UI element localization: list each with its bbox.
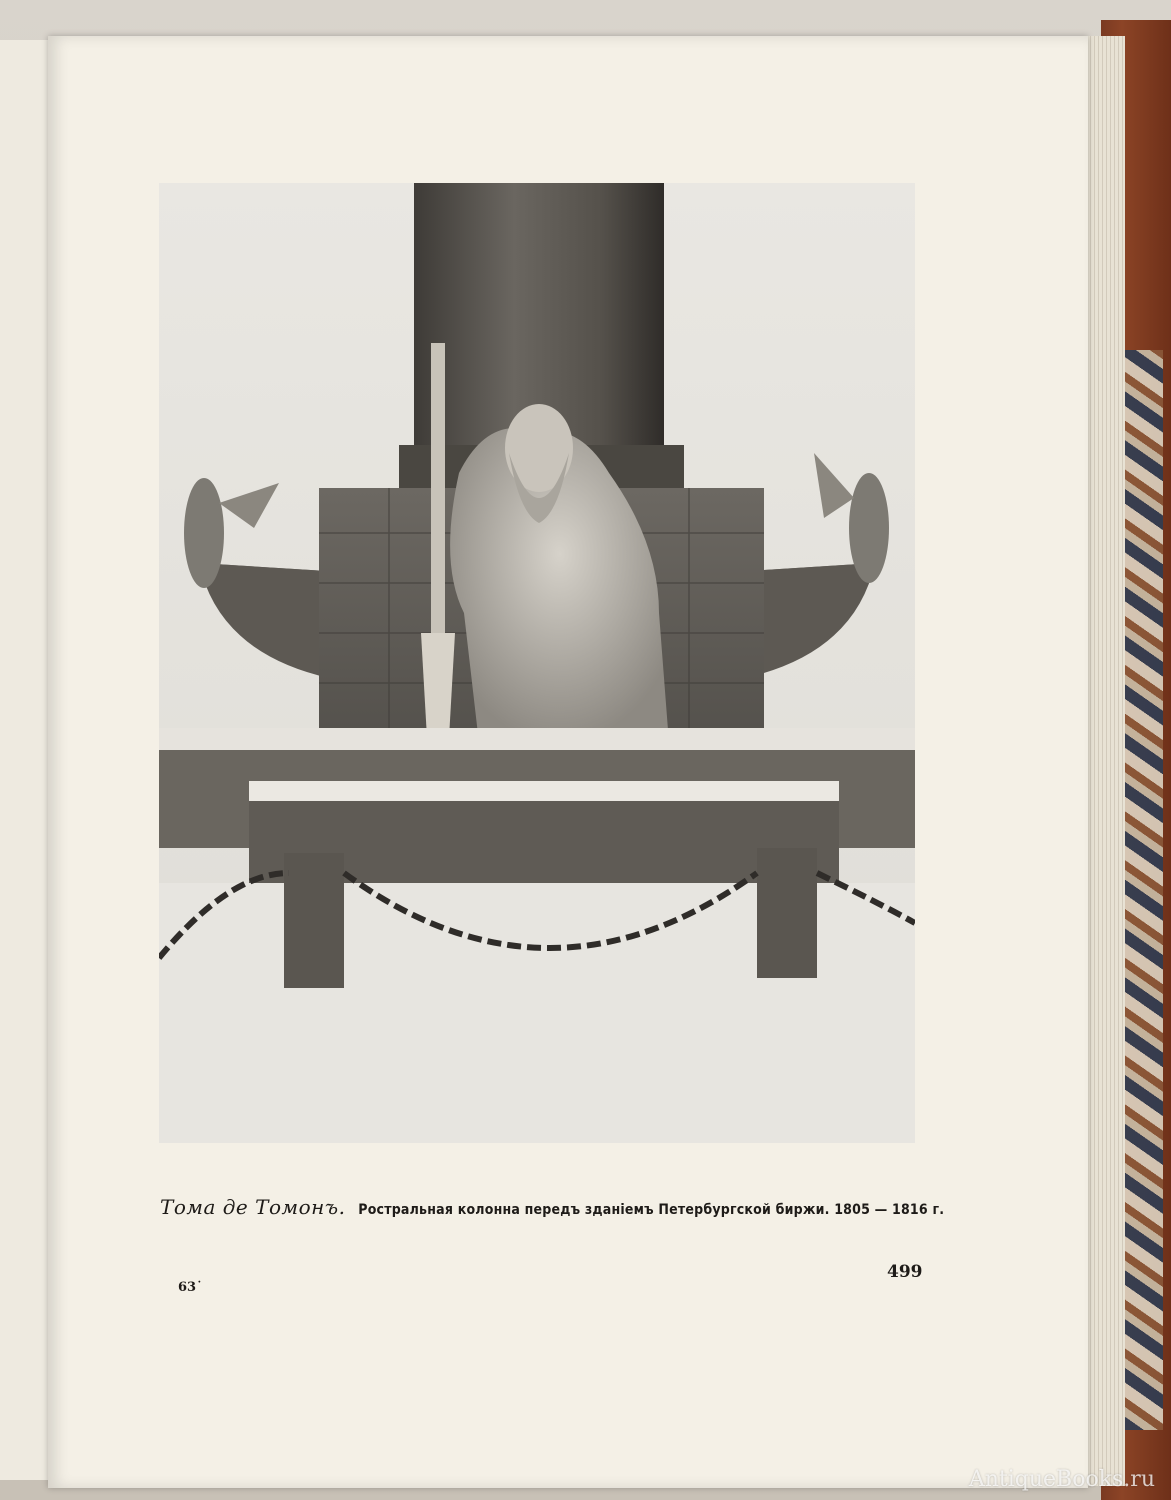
caption-title: Ростральная колонна передъ зданіемъ Петербургской биржи. 1805 — 1816 г. [358, 1202, 945, 1218]
page-number: 499 [887, 1262, 923, 1282]
watermark: AntiqueBooks.ru [968, 1467, 1155, 1492]
caption-author: Тома де Томонъ. [160, 1195, 346, 1219]
marbled-endpaper [1123, 350, 1163, 1430]
monument-photograph [159, 183, 915, 1143]
signature-mark: 63˙ [178, 1280, 203, 1295]
figure-caption [160, 1195, 945, 1219]
